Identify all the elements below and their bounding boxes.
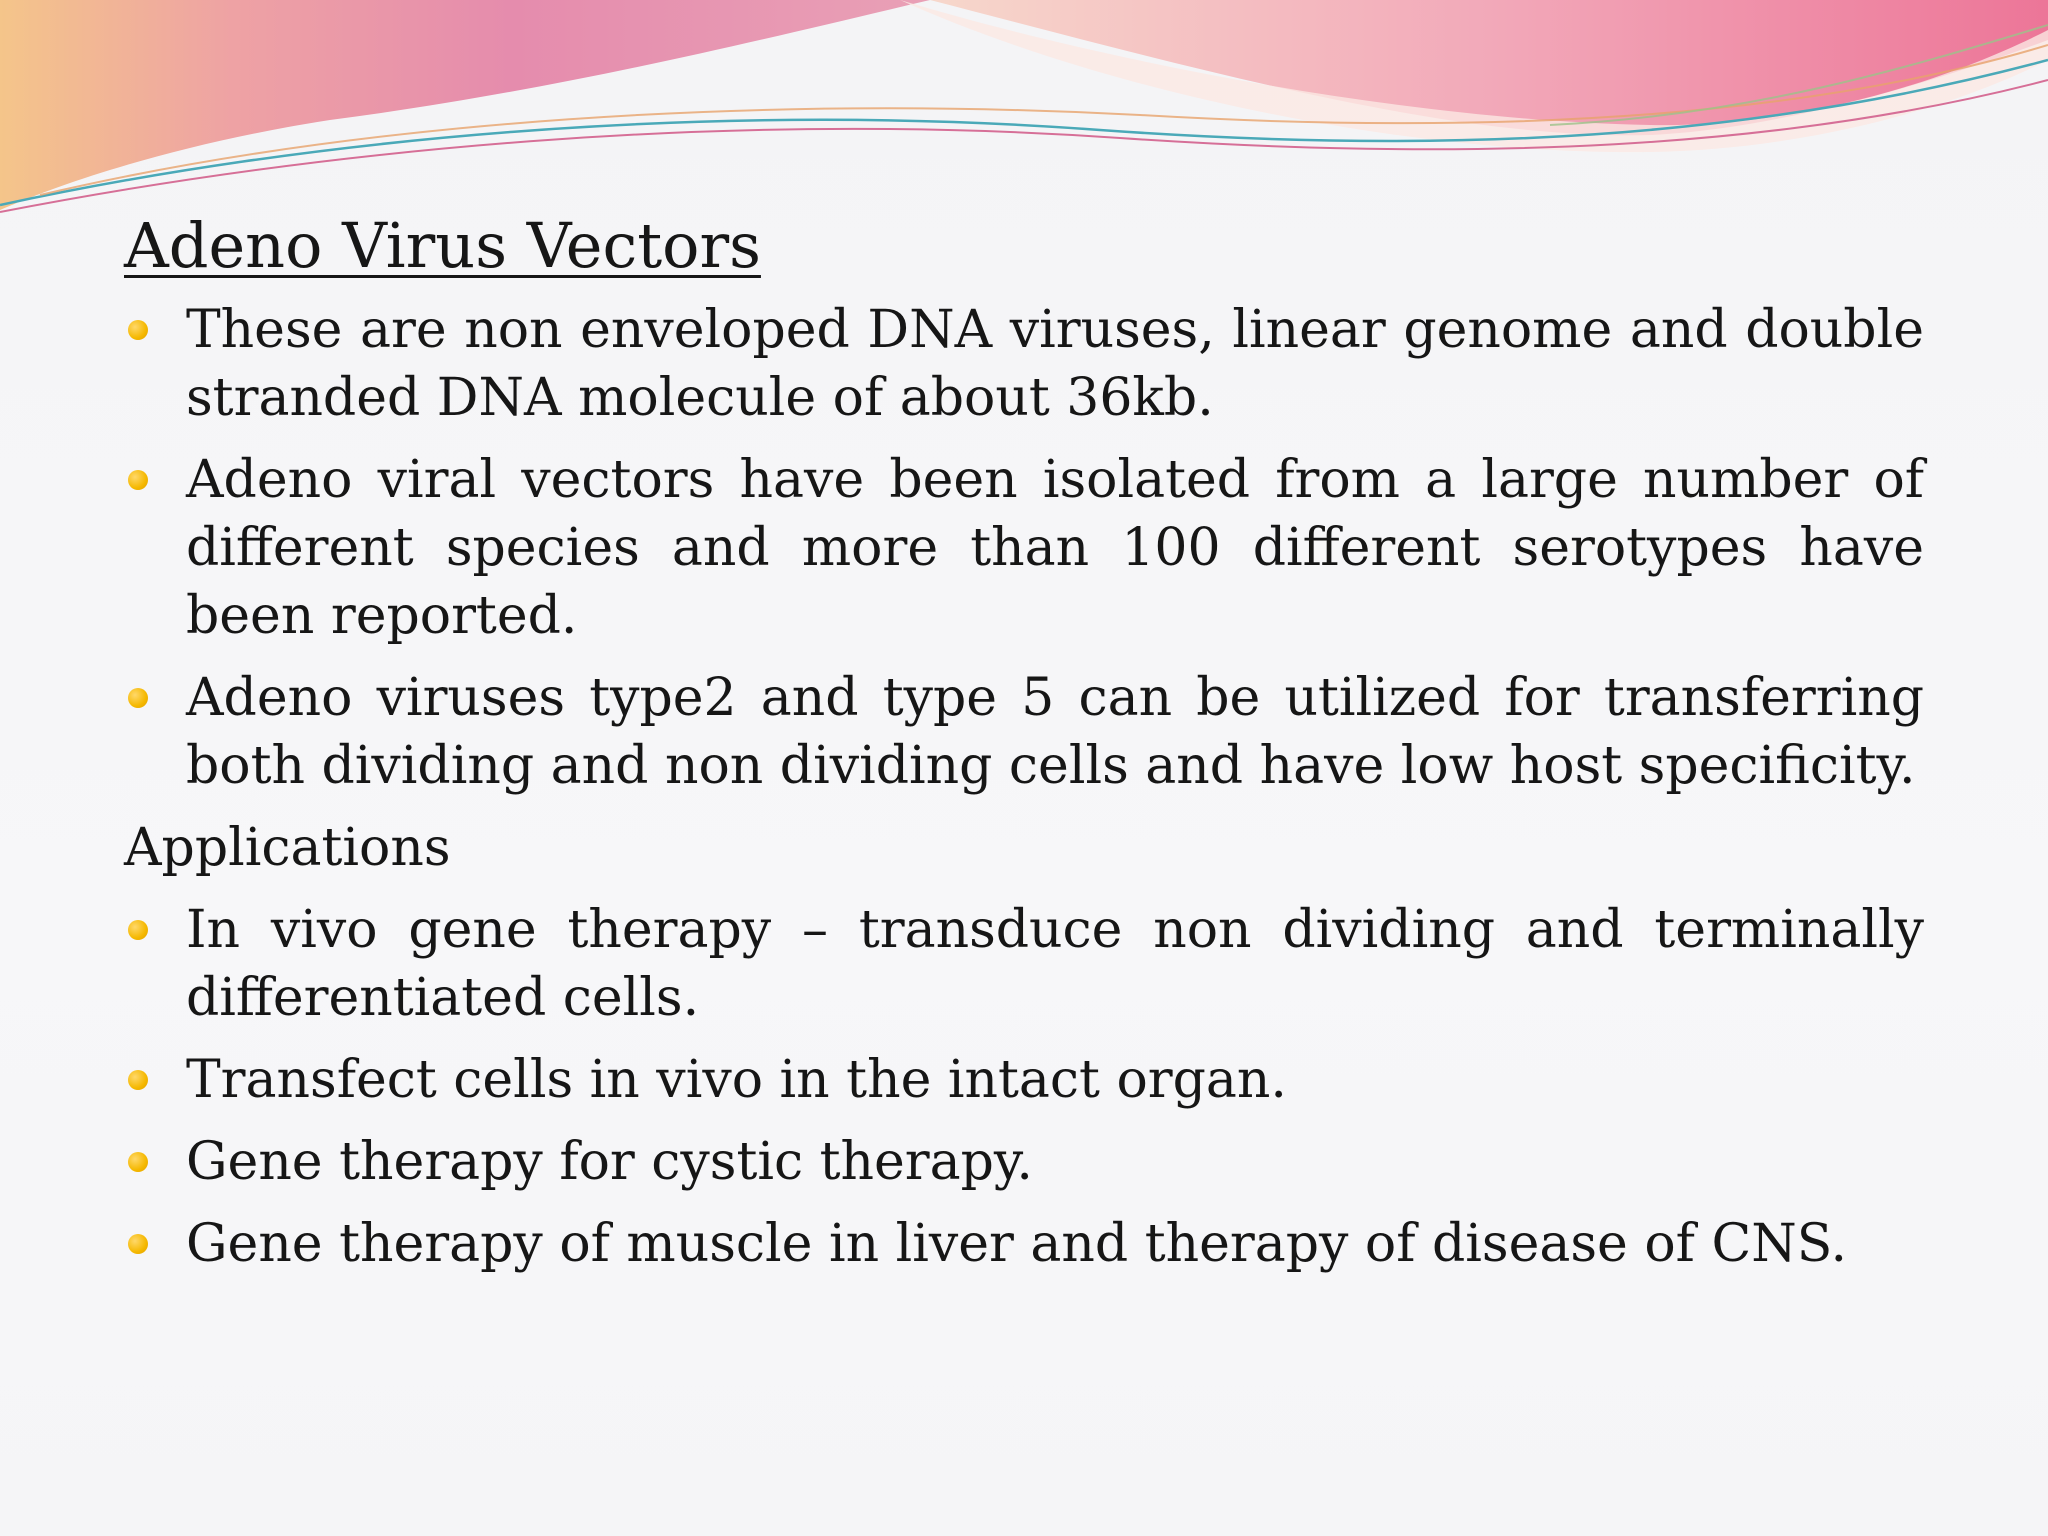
bullet-item	[124, 1046, 1924, 1114]
bullet-dot-icon	[128, 470, 148, 490]
bullet-dot-icon	[128, 688, 148, 708]
slide-content	[124, 210, 1924, 1292]
applications-bullet-list	[124, 896, 1924, 1278]
intro-bullet-list	[124, 296, 1924, 800]
bullet-item	[124, 296, 1924, 432]
applications-heading: Applications	[124, 818, 451, 878]
bullet-text: In vivo gene therapy – transduce non dividing and terminally differentiated cells.	[186, 900, 1924, 1028]
bullet-text: Gene therapy of muscle in liver and therapy of disease of CNS.	[186, 1214, 1848, 1274]
bullet-text: Adeno viruses type2 and type 5 can be utilized for transferring both dividing and non dividing cells and have low host specificity.	[186, 668, 1924, 796]
decorative-wave-banner	[0, 0, 2048, 240]
bullet-text: Transfect cells in vivo in the intact organ.	[186, 1050, 1287, 1110]
bullet-dot-icon	[128, 920, 148, 940]
bullet-dot-icon	[128, 1152, 148, 1172]
bullet-text: These are non enveloped DNA viruses, linear genome and double stranded DNA molecule of about 36kb.	[186, 300, 1924, 428]
bullet-text: Adeno viral vectors have been isolated from a large number of different species and more than 100 different serotypes have been reported.	[186, 450, 1924, 646]
bullet-item	[124, 446, 1924, 650]
bullet-dot-icon	[128, 320, 148, 340]
bullet-dot-icon	[128, 1234, 148, 1254]
bullet-text: Gene therapy for cystic therapy.	[186, 1132, 1033, 1192]
bullet-item	[124, 1128, 1924, 1196]
bullet-item	[124, 896, 1924, 1032]
bullet-item	[124, 1210, 1924, 1278]
bullet-dot-icon	[128, 1070, 148, 1090]
slide-title: Adeno Virus Vectors	[124, 209, 761, 282]
bullet-item	[124, 664, 1924, 800]
